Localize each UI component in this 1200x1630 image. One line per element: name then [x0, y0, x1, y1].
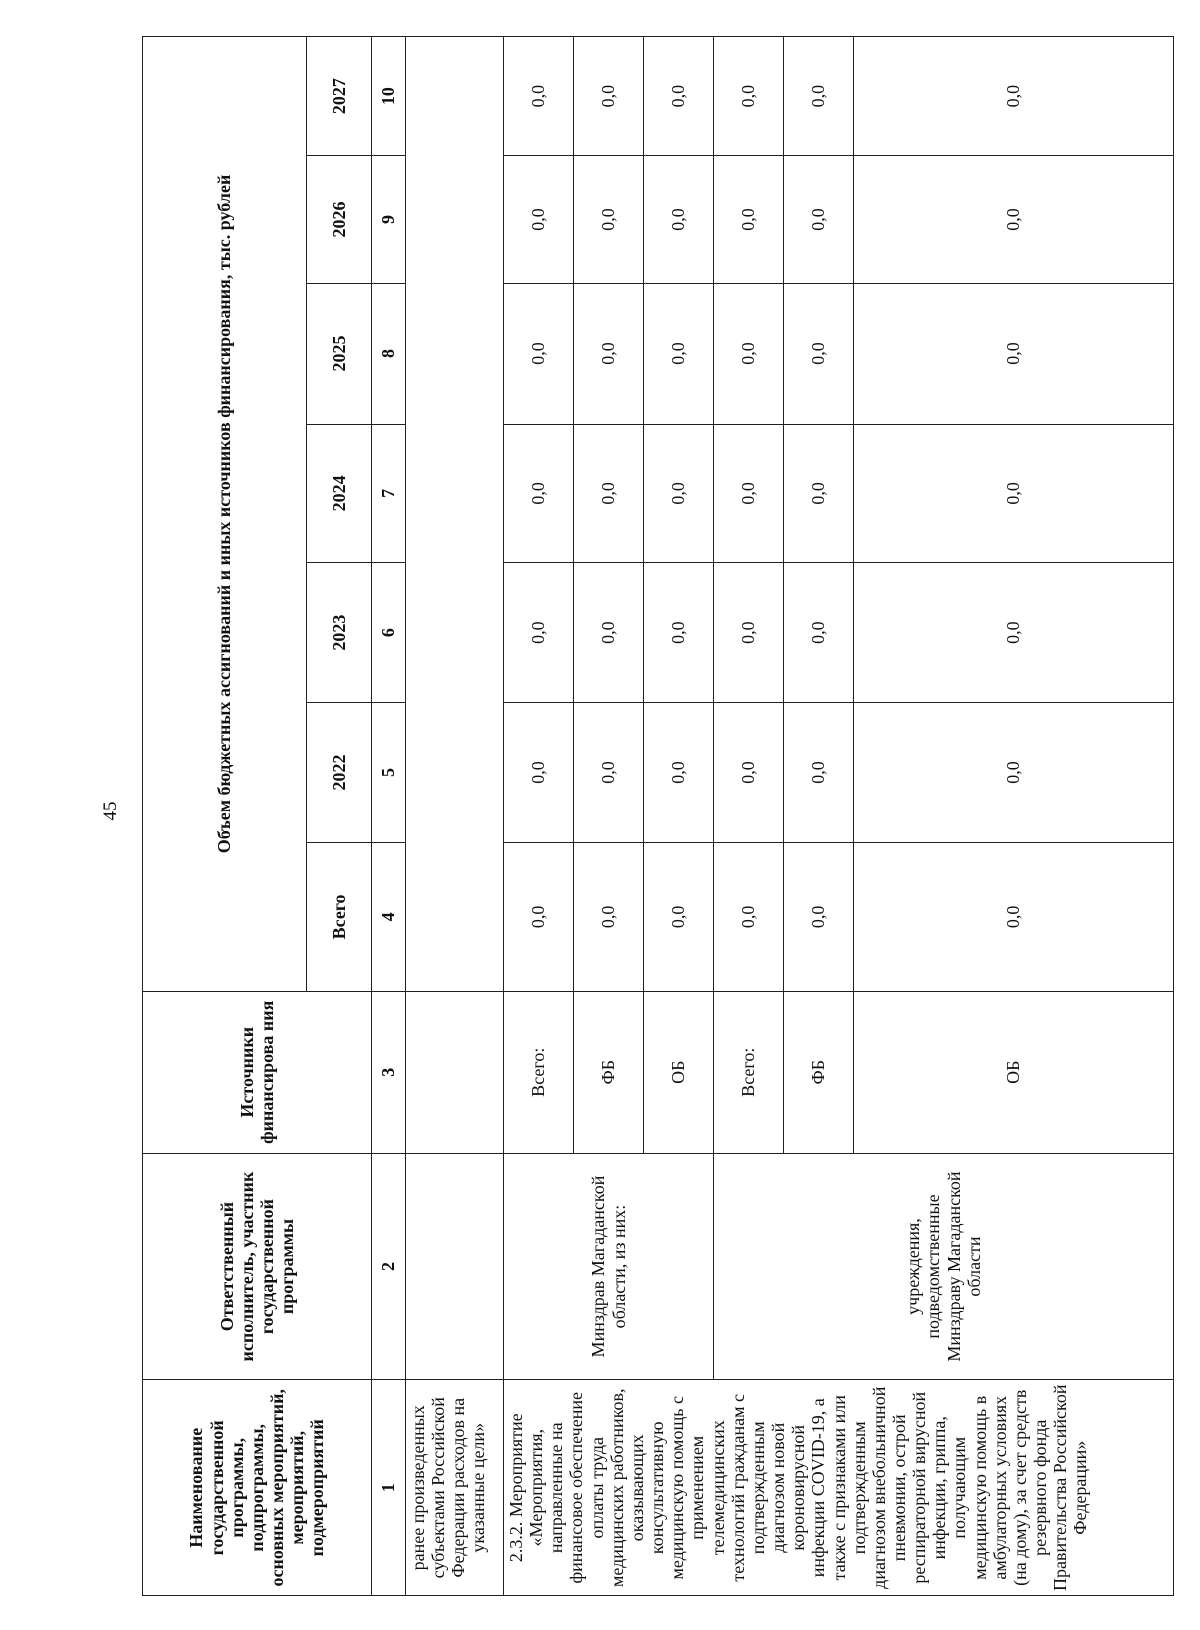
header-year-2026: 2026: [307, 156, 372, 283]
empty-cell: [406, 991, 504, 1153]
header-row: [143, 37, 307, 1596]
column-number: 8: [372, 283, 406, 424]
source-cell: ОБ: [644, 991, 714, 1153]
value-cell: 0,0: [504, 563, 574, 703]
value-cell: 0,0: [644, 156, 714, 283]
source-cell: ОБ: [854, 991, 1174, 1153]
table-row: [714, 37, 784, 1596]
executor-cell: Минздрав Магаданской области, из них:: [504, 1153, 714, 1380]
executor-cell: учреждения, подведомственные Минздраву Магаданской области: [714, 1153, 1174, 1380]
value-cell: 0,0: [714, 156, 784, 283]
column-number: 10: [372, 37, 406, 156]
header-year-2025: 2025: [307, 283, 372, 424]
value-cell: 0,0: [854, 842, 1174, 991]
measure-name-cell: 2.3.2. Мероприятие «Мероприятия, направленные на финансовое обеспечение оплаты труда медицинских работников, оказывающих консультативную медицинскую помощь с применением телемедицинских технологий гражданам с подтвержденным диагнозом новой короновирусной инфекции COVID-19, а также с признаками или подтвержденным диагнозом внебольничной пневмонии, острой респираторной вирусной инфекции, гриппа, получающим медицинскую помощь в амбулаторных условиях (на дому), за счет средств резервного фонда Правительства Российской Федерации»: [504, 1380, 1174, 1596]
value-cell: 0,0: [574, 424, 644, 563]
value-cell: 0,0: [854, 156, 1174, 283]
header-year-2027: 2027: [307, 37, 372, 156]
header-year-2023: 2023: [307, 563, 372, 703]
value-cell: 0,0: [784, 424, 854, 563]
header-year-total: Всего: [307, 842, 372, 991]
column-number: 7: [372, 424, 406, 563]
empty-cell: [406, 37, 504, 992]
value-cell: 0,0: [504, 37, 574, 156]
value-cell: 0,0: [644, 703, 714, 843]
value-cell: 0,0: [784, 283, 854, 424]
value-cell: 0,0: [784, 37, 854, 156]
source-cell: Всего:: [714, 991, 784, 1153]
table-row: [504, 37, 574, 1596]
empty-cell: [406, 1153, 504, 1380]
value-cell: 0,0: [784, 703, 854, 843]
column-number: 6: [372, 563, 406, 703]
header-year-2022: 2022: [307, 703, 372, 843]
value-cell: 0,0: [854, 37, 1174, 156]
value-cell: 0,0: [714, 37, 784, 156]
header-name: Наименование государственной программы, подпрограммы, основных мероприятий, мероприятий, подмероприятий: [143, 1380, 372, 1596]
value-cell: 0,0: [714, 563, 784, 703]
value-cell: 0,0: [714, 703, 784, 843]
value-cell: 0,0: [714, 283, 784, 424]
value-cell: 0,0: [644, 283, 714, 424]
value-cell: 0,0: [504, 424, 574, 563]
value-cell: 0,0: [504, 156, 574, 283]
value-cell: 0,0: [714, 424, 784, 563]
column-number: 4: [372, 842, 406, 991]
value-cell: 0,0: [854, 703, 1174, 843]
value-cell: 0,0: [854, 283, 1174, 424]
value-cell: 0,0: [574, 703, 644, 843]
source-cell: ФБ: [784, 991, 854, 1153]
value-cell: 0,0: [784, 842, 854, 991]
value-cell: 0,0: [574, 842, 644, 991]
column-number: 5: [372, 703, 406, 843]
value-cell: 0,0: [714, 842, 784, 991]
value-cell: 0,0: [574, 563, 644, 703]
source-cell: Всего:: [504, 991, 574, 1153]
value-cell: 0,0: [784, 156, 854, 283]
source-cell: ФБ: [574, 991, 644, 1153]
column-numbers-row: [372, 37, 406, 1596]
value-cell: 0,0: [574, 37, 644, 156]
value-cell: 0,0: [644, 424, 714, 563]
header-executor: Ответственный исполнитель, участник государственной программы: [143, 1153, 372, 1380]
rotated-page-content: [142, 36, 1182, 1596]
column-number: 9: [372, 156, 406, 283]
value-cell: 0,0: [854, 424, 1174, 563]
value-cell: 0,0: [784, 563, 854, 703]
table-row: [406, 37, 504, 1596]
value-cell: 0,0: [574, 283, 644, 424]
value-cell: 0,0: [854, 563, 1174, 703]
header-volume-group: Объем бюджетных ассигнований и иных источников финансирования, тыс. рублей: [143, 37, 307, 992]
financing-table: [142, 36, 1174, 1596]
value-cell: 0,0: [644, 37, 714, 156]
value-cell: 0,0: [504, 703, 574, 843]
value-cell: 0,0: [504, 842, 574, 991]
continued-text-cell: ранее произведенных субъектами Российской Федерации расходов на указанные цели»: [406, 1380, 504, 1596]
page-number: 45: [100, 801, 121, 821]
header-source: Источники финансирова ния: [143, 991, 372, 1153]
value-cell: 0,0: [644, 842, 714, 991]
value-cell: 0,0: [644, 563, 714, 703]
value-cell: 0,0: [504, 283, 574, 424]
column-number: 3: [372, 991, 406, 1153]
header-year-2024: 2024: [307, 424, 372, 563]
column-number: 1: [372, 1380, 406, 1596]
column-number: 2: [372, 1153, 406, 1380]
value-cell: 0,0: [574, 156, 644, 283]
